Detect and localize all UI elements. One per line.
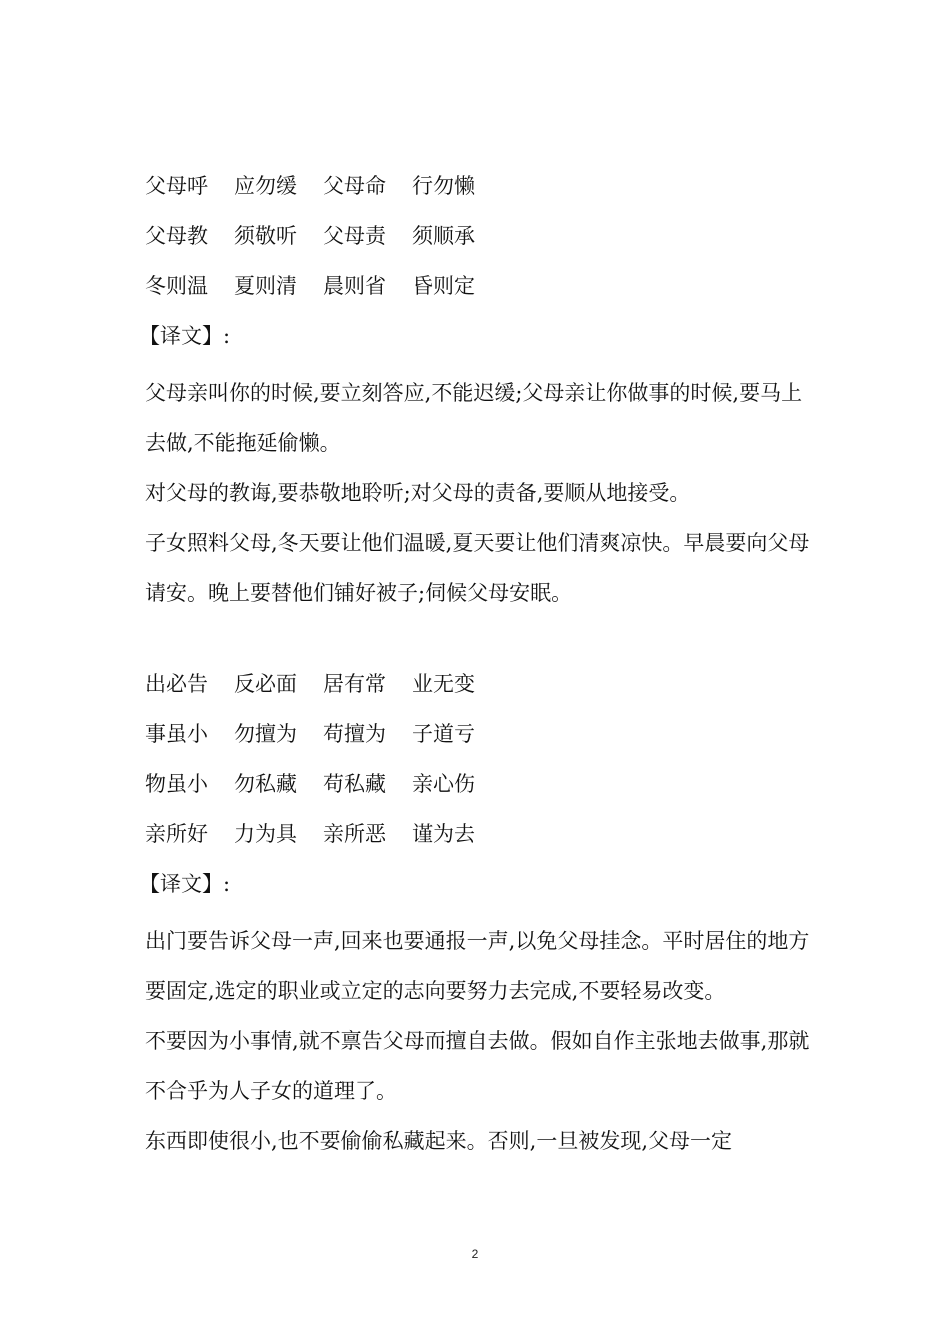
verse-line [145,666,810,716]
verse-phrase: 父母命 [323,174,386,198]
verse-phrase: 子道亏 [412,722,475,746]
verse-phrase: 物虽小 [145,772,208,796]
verse-phrase: 应勿缓 [234,174,297,198]
verse-phrase: 反必面 [234,672,297,696]
verse-line [145,168,810,218]
translation-heading: 【译文】: [139,324,231,348]
verse-phrase: 居有常 [323,672,386,696]
verse-phrase: 谨为去 [412,822,475,846]
translation-paragraph: 不要因为小事情,就不禀告父母而擅自去做。假如自作主张地去做事,那就不合乎为人子女的道理了。 [145,1029,810,1103]
verse-phrase: 昏则定 [412,274,475,298]
verse-phrase: 事虽小 [145,722,208,746]
verse-line [145,716,810,766]
translation-paragraph: 东西即使很小,也不要偷偷私藏起来。否则,一旦被发现,父母一定 [145,1129,733,1153]
verse-phrase: 冬则温 [145,274,208,298]
verse-phrase: 须顺承 [412,224,475,248]
verse-phrase: 父母责 [323,224,386,248]
verse-phrase: 勿擅为 [234,722,297,746]
document-body [139,168,810,1166]
verse-line [145,268,810,318]
verse-line [145,766,810,816]
verse-phrase: 亲心伤 [412,772,475,796]
verse-phrase: 行勿懒 [412,174,475,198]
translation-paragraph: 父母亲叫你的时候,要立刻答应,不能迟缓;父母亲让你做事的时候,要马上去做,不能拖延偷懒。 [145,381,803,455]
translation-paragraph: 出门要告诉父母一声,回来也要通报一声,以免父母挂念。平时居住的地方要固定,选定的职业或立定的志向要努力去完成,不要轻易改变。 [145,929,810,1003]
verse-phrase: 苟私藏 [323,772,386,796]
verse-line [145,218,810,268]
verse-phrase: 勿私藏 [234,772,297,796]
verse-phrase: 亲所好 [145,822,208,846]
translation-heading: 【译文】: [139,872,231,896]
verse-phrase: 父母教 [145,224,208,248]
verse-phrase: 晨则省 [323,274,386,298]
verse-phrase: 苟擅为 [323,722,386,746]
verse-phrase: 夏则清 [234,274,297,298]
page-number: 2 [471,1247,479,1261]
verse-phrase: 业无变 [412,672,475,696]
verse-phrase: 出必告 [145,672,208,696]
verse-line [145,816,810,866]
verse-phrase: 须敬听 [234,224,297,248]
section-gap [145,618,810,666]
verse-phrase: 亲所恶 [323,822,386,846]
translation-paragraph: 对父母的教诲,要恭敬地聆听;对父母的责备,要顺从地接受。 [145,481,691,505]
verse-phrase: 力为具 [234,822,297,846]
translation-paragraph: 子女照料父母,冬天要让他们温暖,夏天要让他们清爽凉快。早晨要向父母请安。晚上要替他们铺好被子;伺候父母安眠。 [145,531,810,605]
verse-phrase: 父母呼 [145,174,208,198]
